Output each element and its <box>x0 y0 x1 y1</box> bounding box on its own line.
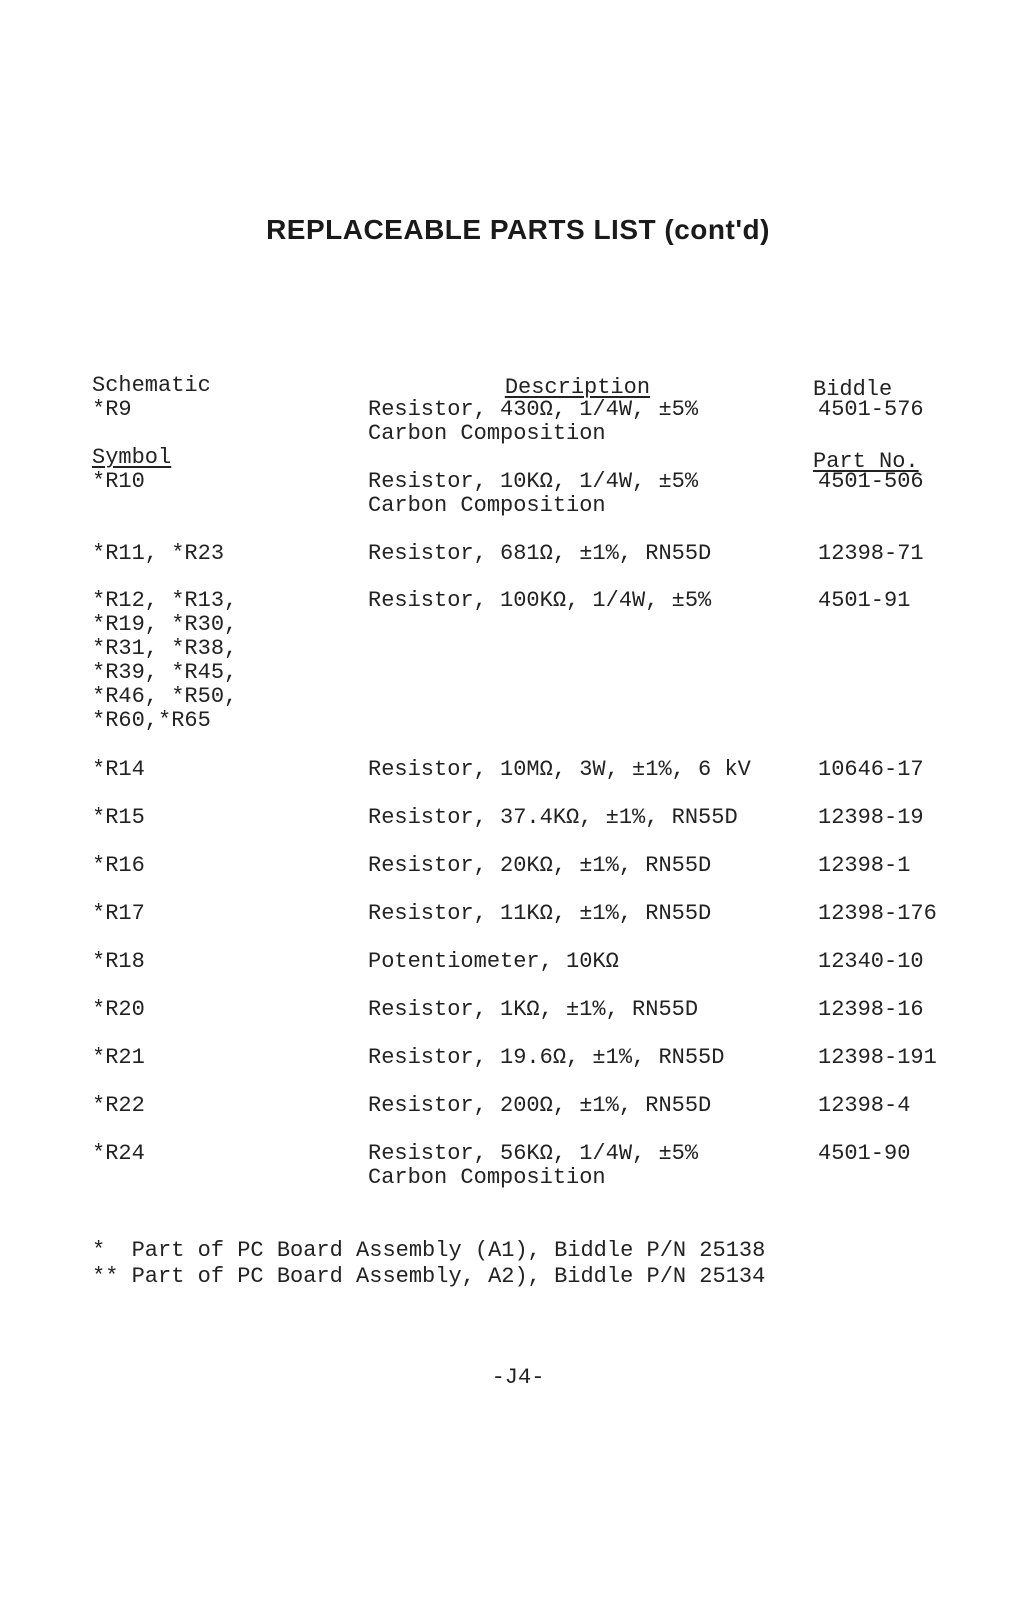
row-symbol: *R15 <box>92 805 145 830</box>
row-symbol: *R9 <box>92 397 132 422</box>
page-number: -J4- <box>491 1365 545 1390</box>
row-part-no: 12398-19 <box>818 805 924 830</box>
row-symbol: *R20 <box>92 997 145 1022</box>
row-symbol: *R10 <box>92 469 145 494</box>
row-description: Resistor, 430Ω, 1/4W, ±5% Carbon Composition <box>368 397 699 446</box>
row-symbol: *R24 <box>92 1141 145 1166</box>
row-part-no: 12398-4 <box>818 1093 911 1118</box>
row-symbol: *R22 <box>92 1093 145 1118</box>
row-part-no: 4501-90 <box>818 1141 911 1166</box>
header-part-line2: Part No. <box>813 449 919 474</box>
header-symbol-line1: Schematic <box>92 373 211 398</box>
row-description: Resistor, 200Ω, ±1%, RN55D <box>368 1093 712 1118</box>
row-description: Resistor, 100KΩ, 1/4W, ±5% <box>368 588 712 613</box>
row-part-no: 4501-91 <box>818 588 911 613</box>
row-part-no: 12398-1 <box>818 853 911 878</box>
row-description: Resistor, 10MΩ, 3W, ±1%, 6 kV <box>368 757 751 782</box>
row-description: Resistor, 10KΩ, 1/4W, ±5% Carbon Composition <box>368 469 699 518</box>
row-symbol: *R14 <box>92 757 145 782</box>
row-description: Resistor, 20KΩ, ±1%, RN55D <box>368 853 712 878</box>
row-part-no: 4501-506 <box>818 469 924 494</box>
row-symbol: *R18 <box>92 949 145 974</box>
row-part-no: 12398-71 <box>818 541 924 566</box>
row-description: Resistor, 1KΩ, ±1%, RN55D <box>368 997 699 1022</box>
row-description: Resistor, 19.6Ω, ±1%, RN55D <box>368 1045 725 1070</box>
row-part-no: 12398-176 <box>818 901 937 926</box>
row-part-no: 12398-191 <box>818 1045 937 1070</box>
row-part-no: 4501-576 <box>818 397 924 422</box>
row-description: Resistor, 56KΩ, 1/4W, ±5% Carbon Composition <box>368 1141 699 1190</box>
row-symbol: *R11, *R23 <box>92 541 225 566</box>
row-part-no: 10646-17 <box>818 757 924 782</box>
footnote-a1: * Part of PC Board Assembly (A1), Biddle P/N 25138 <box>92 1238 766 1263</box>
row-part-no: 12340-10 <box>818 949 924 974</box>
row-description: Potentiometer, 10KΩ <box>368 949 619 974</box>
footnote-a2: ** Part of PC Board Assembly, A2), Biddle P/N 25134 <box>92 1264 766 1289</box>
header-description-label: Description <box>504 375 651 400</box>
row-symbol: *R12, *R13, *R19, *R30, *R31, *R38, *R39, *R45, *R46, *R50, *R60,*R65 <box>92 588 238 733</box>
row-part-no: 12398-16 <box>818 997 924 1022</box>
row-symbol: *R17 <box>92 901 145 926</box>
row-description: Resistor, 11KΩ, ±1%, RN55D <box>368 901 712 926</box>
row-description: Resistor, 681Ω, ±1%, RN55D <box>368 541 712 566</box>
row-symbol: *R21 <box>92 1045 145 1070</box>
header-part-line1: Biddle <box>813 377 893 402</box>
row-description: Resistor, 37.4KΩ, ±1%, RN55D <box>368 805 738 830</box>
row-symbol: *R16 <box>92 853 145 878</box>
page-title: REPLACEABLE PARTS LIST (cont'd) <box>266 214 770 245</box>
header-symbol-line2: Symbol <box>92 445 172 470</box>
